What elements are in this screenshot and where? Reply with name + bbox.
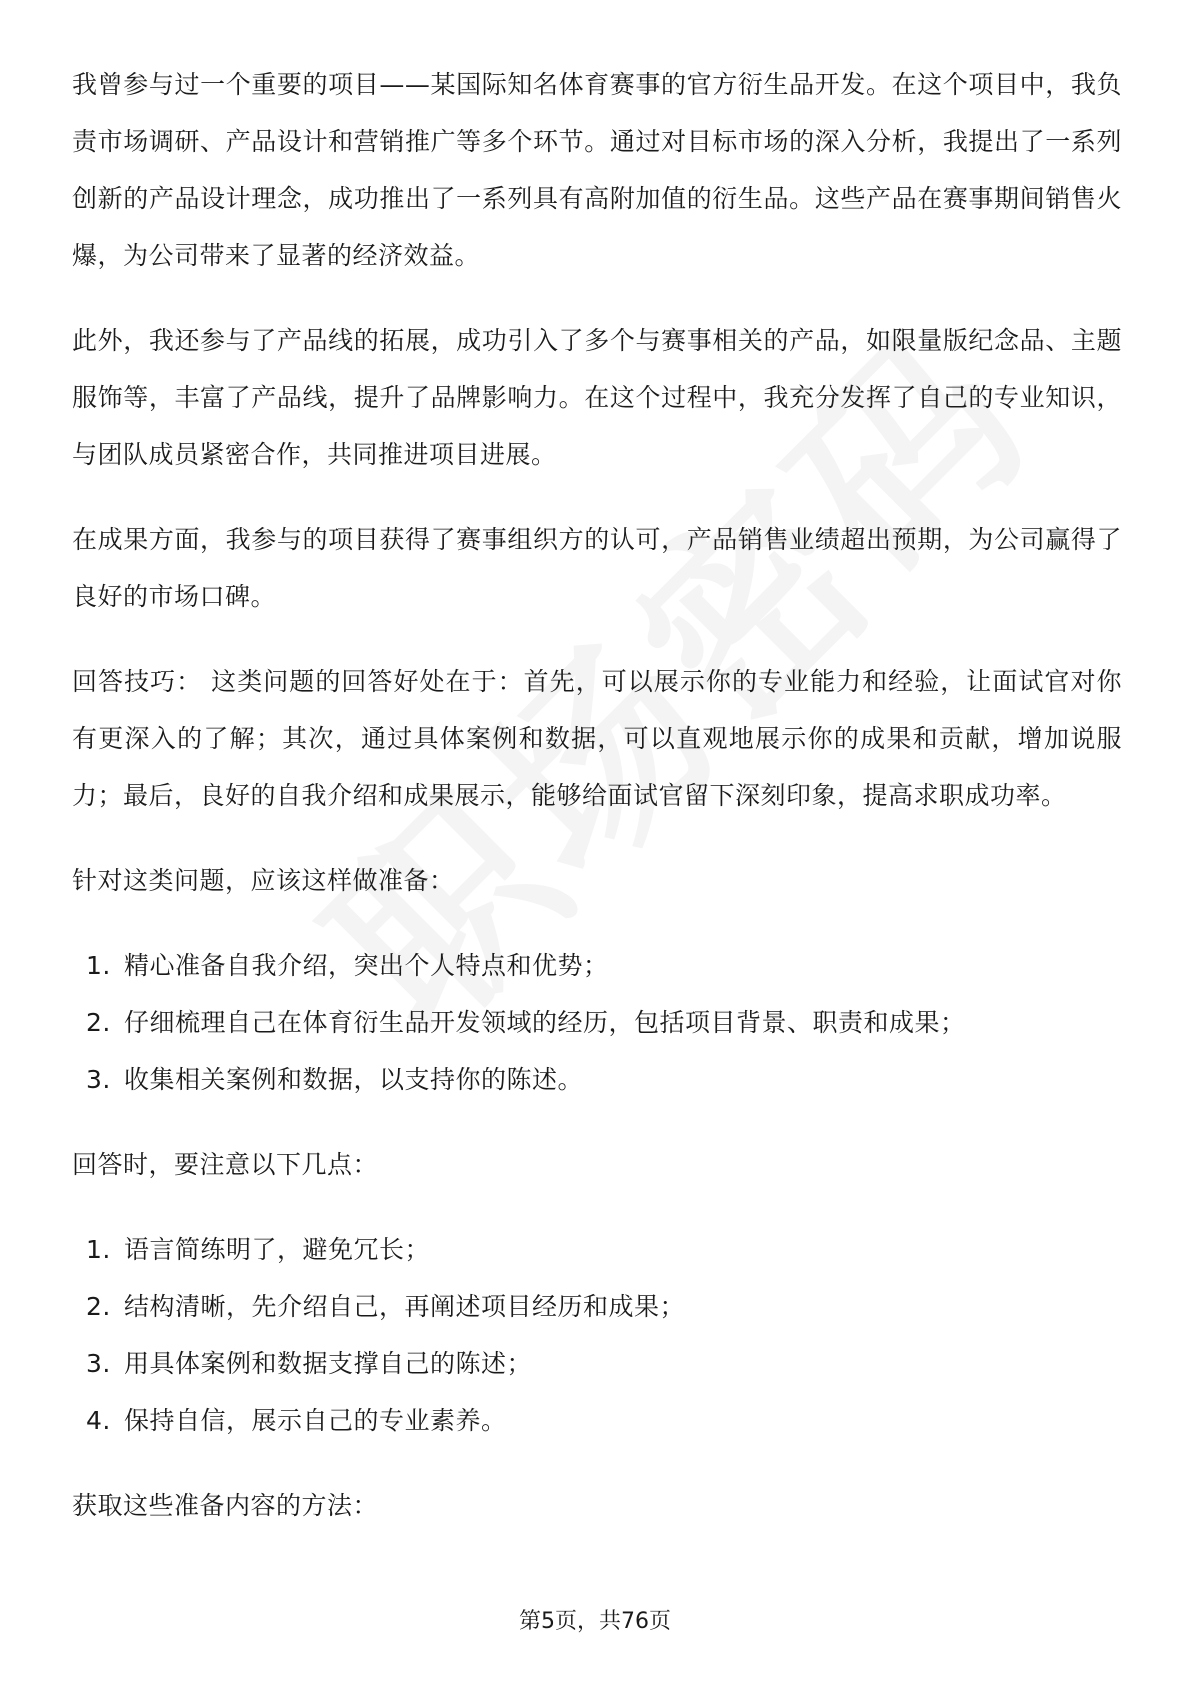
list-text: 语言简练明了，避免冗长； [124,1235,431,1264]
list-item [72,1392,1122,1449]
paragraph-results: 在成果方面，我参与的项目获得了赛事组织方的认可，产品销售业绩超出预期，为公司赢得了良好的市场口碑。 [72,525,1122,611]
list-item [72,994,1122,1051]
list-item [72,1051,1122,1108]
paragraph-project-experience: 我曾参与过一个重要的项目——某国际知名体育赛事的官方衍生品开发。在这个项目中，我负责市场调研、产品设计和营销推广等多个环节。通过对目标市场的深入分析，我提出了一系列创新的产品设计理念，成功推出了一系列具有高附加值的衍生品。这些产品在赛事期间销售火爆，为公司带来了显著的经济效益。 [72,70,1122,270]
answer-notes-list [72,1221,1122,1449]
prep-list [72,937,1122,1108]
list-number: 4. [86,1406,111,1435]
list-text: 精心准备自我介绍，突出个人特点和优势； [124,951,609,980]
list-number: 1. [86,951,111,980]
page-footer [0,1604,1190,1635]
list-number: 3. [86,1349,111,1378]
list-item [72,1221,1122,1278]
list-item [72,937,1122,994]
list-item [72,1278,1122,1335]
list-text: 用具体案例和数据支撑自己的陈述； [124,1349,533,1378]
paragraph-prep-intro: 针对这类问题，应该这样做准备： [72,866,455,895]
list-number: 3. [86,1065,111,1094]
list-item [72,1335,1122,1392]
list-text: 收集相关案例和数据，以支持你的陈述。 [124,1065,584,1094]
list-text: 保持自信，展示自己的专业素养。 [124,1406,507,1435]
list-number: 2. [86,1008,111,1037]
paragraph-answer-notes-intro: 回答时，要注意以下几点： [72,1150,379,1179]
paragraph-answer-tips: 回答技巧： 这类问题的回答好处在于：首先，可以展示你的专业能力和经验，让面试官对你有更深入的了解；其次，通过具体案例和数据，可以直观地展示你的成果和贡献，增加说服力；最后，良好的自我介绍和成果展示，能够给面试官留下深刻印象，提高求职成功率。 [72,667,1122,810]
paragraph-methods-intro: 获取这些准备内容的方法： [72,1491,379,1520]
list-number: 1. [86,1235,111,1264]
page-number: 第5页，共76页 [519,1609,671,1634]
paragraph-product-line: 此外，我还参与了产品线的拓展，成功引入了多个与赛事相关的产品，如限量版纪念品、主题服饰等，丰富了产品线，提升了品牌影响力。在这个过程中，我充分发挥了自己的专业知识，与团队成员紧密合作，共同推进项目进展。 [72,326,1122,469]
document-body [72,56,1122,1562]
list-text: 仔细梳理自己在体育衍生品开发领域的经历，包括项目背景、职责和成果； [124,1008,966,1037]
list-text: 结构清晰，先介绍自己，再阐述项目经历和成果； [124,1292,686,1321]
list-number: 2. [86,1292,111,1321]
